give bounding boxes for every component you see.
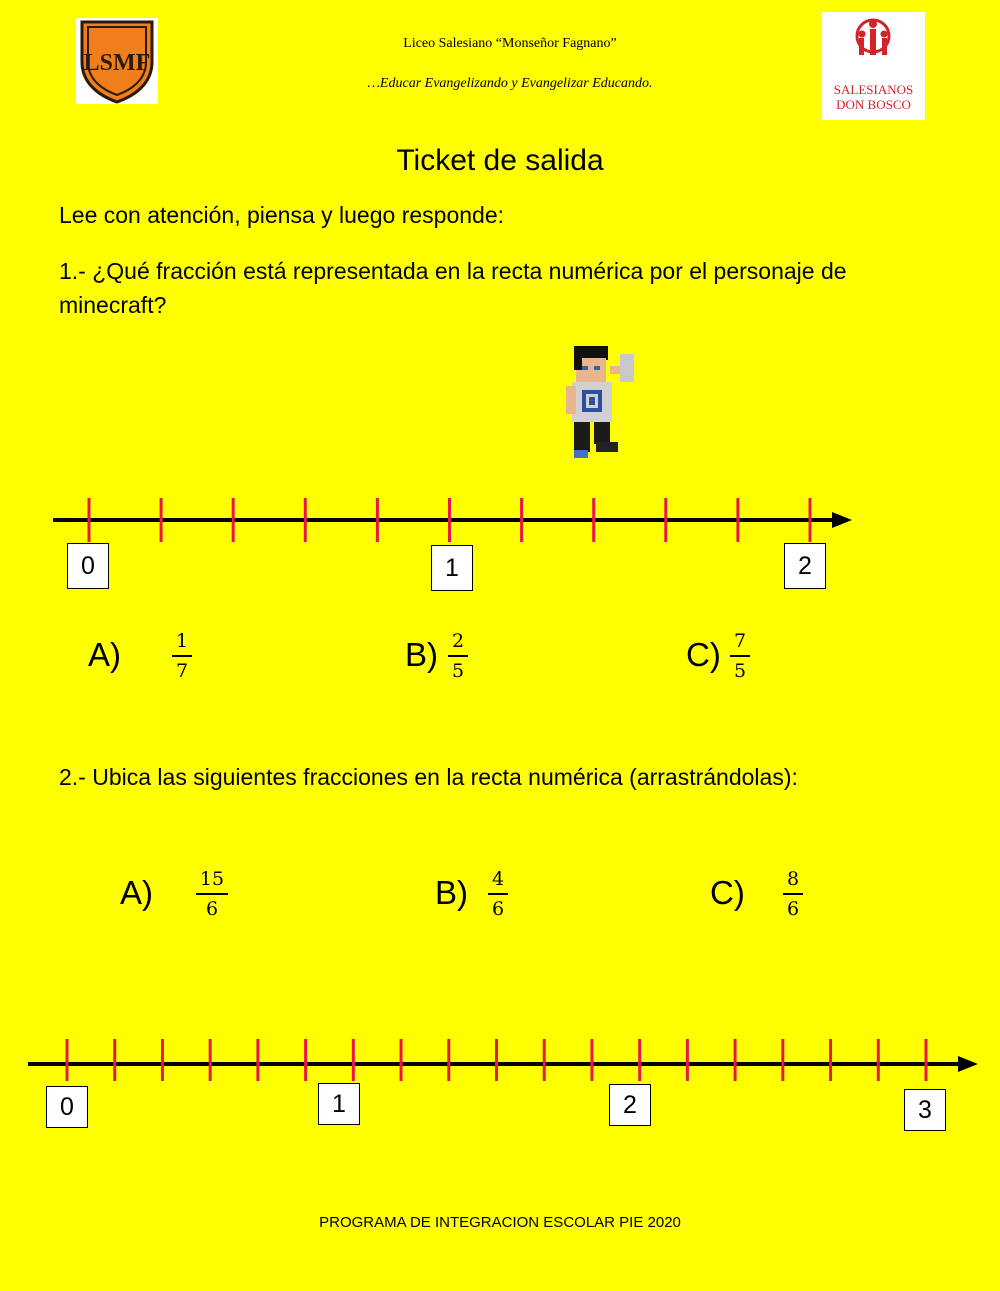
q1-option-c[interactable] (686, 636, 721, 674)
fraction-numerator: 2 (451, 630, 465, 652)
footer-program: PROGRAMA DE INTEGRACION ESCOLAR PIE 2020 (319, 1214, 681, 1231)
fraction-denominator: 7 (175, 660, 189, 682)
minecraft-character-icon[interactable] (566, 346, 642, 464)
page-title: Ticket de salida (396, 144, 604, 177)
fraction-denominator: 6 (786, 898, 800, 920)
q2-option-c-letter: C) (710, 874, 745, 911)
fraction-numerator: 7 (733, 630, 747, 652)
brand-line-1: SALESIANOS (833, 82, 914, 97)
shield-icon (76, 18, 158, 104)
q1-option-a-letter: A) (88, 636, 121, 673)
q2-option-a-label (120, 874, 153, 912)
q2-draggable-fraction-b[interactable] (488, 868, 508, 920)
q1-option-b-fraction[interactable] (448, 630, 468, 682)
number-line-2-label-2: 2 (609, 1084, 651, 1126)
fraction-bar (730, 655, 750, 657)
fraction-bar (783, 893, 803, 895)
question-1-text: 1.- ¿Qué fracción está representada en la recta numérica por el personaje de minecraft? (59, 258, 847, 318)
q1-option-a[interactable] (88, 636, 121, 674)
number-line-2-arrow (958, 1056, 978, 1072)
salesianos-logo (822, 12, 925, 120)
number-line-1-arrow (832, 512, 852, 528)
crest-lettering: LSMF (83, 50, 151, 76)
fraction-numerator: 15 (199, 868, 225, 890)
q2-draggable-fraction-a[interactable] (196, 868, 228, 920)
fraction-numerator: 8 (786, 868, 800, 890)
fraction-bar (488, 893, 508, 895)
number-line-2-label-3: 3 (904, 1089, 946, 1131)
q1-option-a-fraction[interactable] (172, 630, 192, 682)
school-crest-logo (76, 18, 158, 104)
q2-option-b-letter: B) (435, 874, 468, 911)
number-line-1-label-2: 2 (784, 543, 826, 589)
q2-draggable-fraction-c[interactable] (783, 868, 803, 920)
fraction-denominator: 5 (733, 660, 747, 682)
school-name: Liceo Salesiano “Monseñor Fagnano” (403, 36, 617, 51)
q1-option-c-fraction[interactable] (730, 630, 750, 682)
number-line-1 (53, 498, 852, 542)
fraction-bar (196, 893, 228, 895)
fraction-bar (172, 655, 192, 657)
q2-option-b-label (435, 874, 468, 912)
school-motto: …Educar Evangelizando y Evangelizar Educando. (367, 76, 653, 91)
fraction-numerator: 4 (491, 868, 505, 890)
q1-option-b[interactable] (405, 636, 438, 674)
fraction-denominator: 5 (451, 660, 465, 682)
number-line-2-label-1: 1 (318, 1083, 360, 1125)
brand-line-2: DON BOSCO (836, 97, 911, 112)
q2-option-c-label (710, 874, 745, 912)
fraction-numerator: 1 (175, 630, 189, 652)
fraction-bar (448, 655, 468, 657)
fraction-denominator: 6 (491, 898, 505, 920)
question-2-text: 2.- Ubica las siguientes fracciones en la recta numérica (arrastrándolas): (59, 764, 798, 790)
fraction-denominator: 6 (205, 898, 219, 920)
number-line-2-label-0: 0 (46, 1086, 88, 1128)
instruction-text: Lee con atención, piensa y luego responde: (59, 202, 504, 228)
number-line-2 (28, 1039, 978, 1081)
q1-option-b-letter: B) (405, 636, 438, 673)
number-line-1-label-1: 1 (431, 545, 473, 591)
q2-option-a-letter: A) (120, 874, 153, 911)
number-line-1-label-0: 0 (67, 543, 109, 589)
q1-option-c-letter: C) (686, 636, 721, 673)
